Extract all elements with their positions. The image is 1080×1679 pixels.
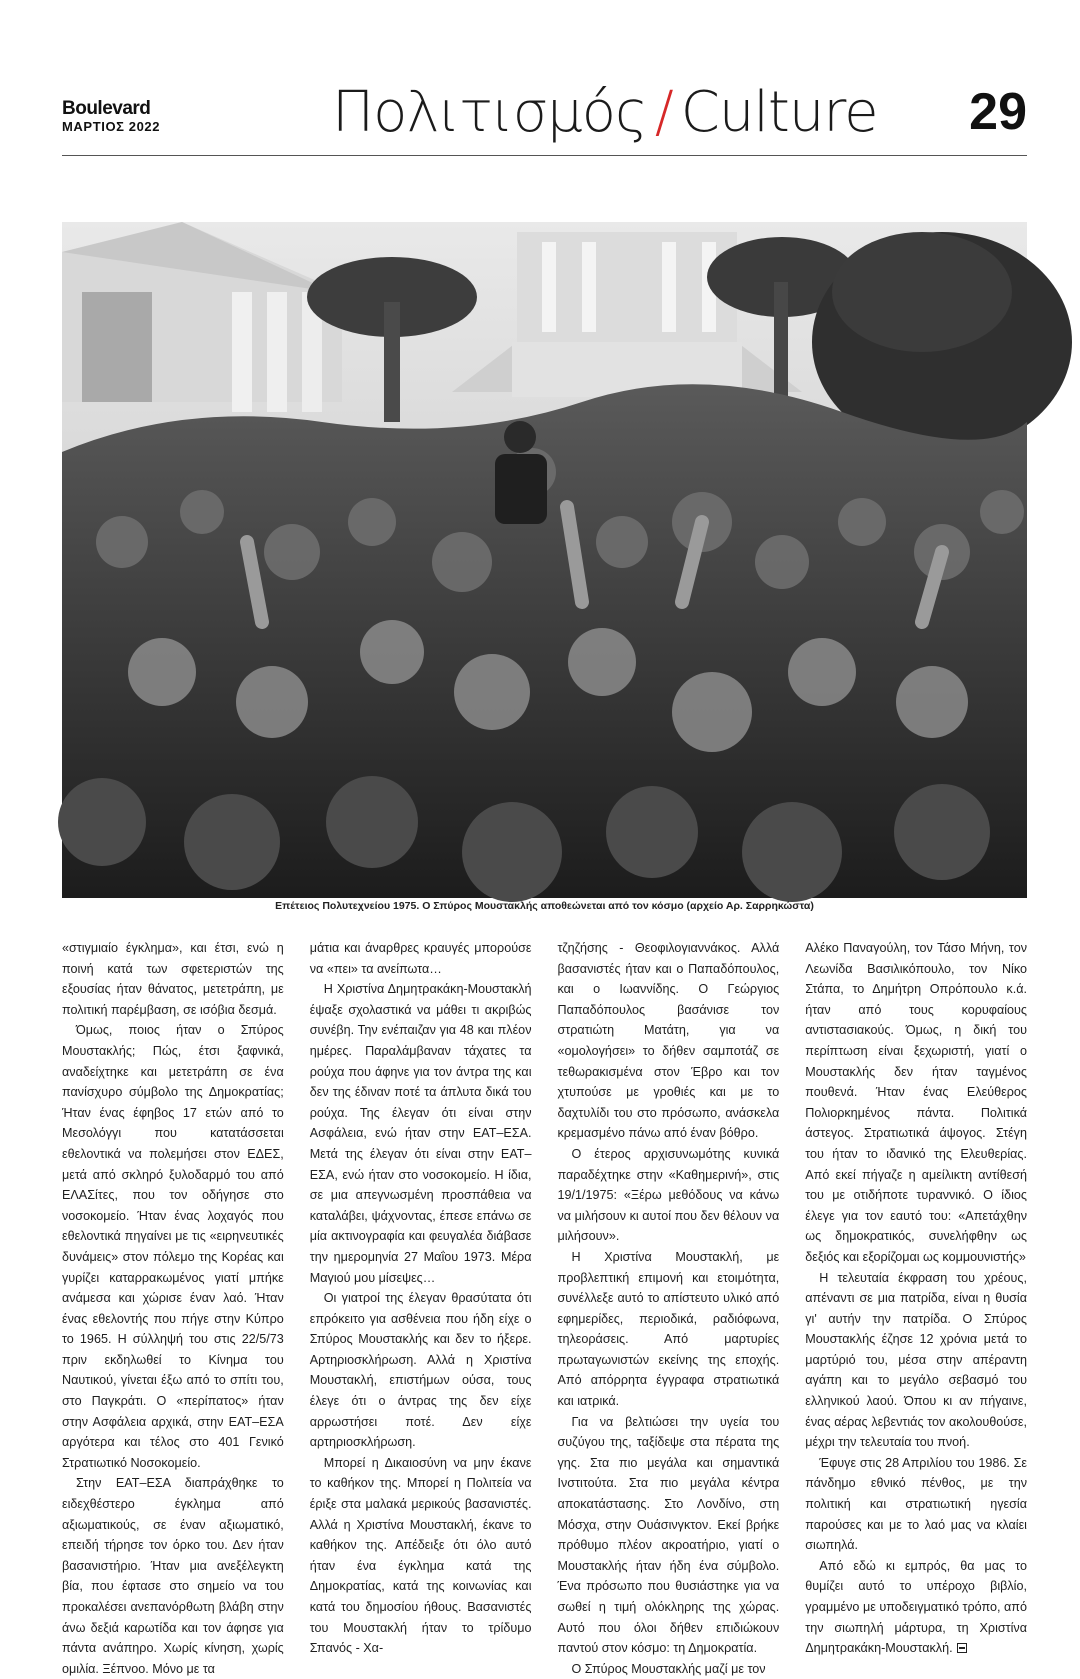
paragraph: Η Χριστίνα Δημητρακάκη-Μουστακλή έψαξε σχολαστικά να μάθει τι ακριβώς συνέβη. Την ενέπαιζαν για 48 και πλέον ημέρες. Παραλάμβαναν τάχατες τα ρούχα που άφηνε για τον άντρα της και δεν της έδιναν ποτέ τα άπλυτα δικά του ρούχα. Της έλεγαν ότι είναι στην Ασφάλεια, ενώ ήταν στην ΕΑΤ–ΕΣΑ. Μετά της έλεγαν ότι είναι στην ΕΑΤ–ΕΣΑ, ενώ ήταν στο νοσοκομείο. Η ίδια, σε μια απεγνωσμένη προσπάθεια να καταλάβει, ψάχνοντας, έπεσε επάνω σε μία ακτινογραφία και φευγαλέα διάβασε την ημερομηνία 27 Μαΐου 1973. Μέρα Μαγιού μου μίσεψες… bbox=[309, 982, 532, 1285]
paragraph: Αλέκο Παναγούλη, τον Τάσο Μήνη, τον Λεωνίδα Βασιλικόπουλο, τον Νίκο Στάπα, το Δημήτρη Οπρόπουλο κ.ά. ήταν από τους κορυφαίους αντιστασιακούς. Όμως, η δική του περίπτωση είναι ξεχωριστή, γιατί ο Μουστακλής δεν ήταν ταγμένος πουθενά. Ήταν ένας Ελεύθερος Πολιορκημένος πάντα. Πολιτικά άστεγος. Στρατιωτικά άψογος. Στέγη του ήταν το ιδανικό της Ελευθερίας. Από εκεί πήγαζε η αμείλικτη αντίθεσή του με οτιδήποτε τυραννικό. Ο ίδιος έλεγε για τον εαυτό του: «Απετάχθην ως δημοκρατικός, συνελήφθην ως δεξιός και εξορίζομαι ως κομμουνιστής» bbox=[805, 941, 1027, 1264]
article-column-1 bbox=[62, 938, 284, 1676]
paragraph: Για να βελτιώσει την υγεία του συζύγου της, ταξίδεψε στα πέρατα της γης. Στα πιο μεγάλα και σημαντικά Ινστιτούτα. Στα πιο μεγάλα κέντρα αποκατάστασης. Στο Λονδίνο, στη Μόσχα, στην Ουάσινγκτον. Εκεί βρήκε πρόθυμο πλέον ακροατήριο, γιατί ο Μουστακλής ήταν ήδη ένα σύμβολο. Ένα πρόσωπο που θυσιάστηκε για να σωθεί η τιμή ολόκληρης της χώρας. Αυτό που όλοι δήθεν επιδιώκουν παντού στον κόσμο: τη Δημοκρατία. bbox=[557, 1414, 780, 1656]
section-title-greek: Πολιτισμός bbox=[332, 80, 647, 145]
section-title-english: Culture bbox=[680, 80, 878, 145]
paragraph: Στην ΕΑΤ–ΕΣΑ διαπράχθηκε το ειδεχθέστερο έγκλημα από αξιωματικούς, σε έναν αξιωματικό, επειδή τήρησε τον όρκο του. Δεν ήταν βασανιστήριο. Ήταν μια ανεξέλεγκτη βία, που έφτασε στο σημείο να του προκαλέσει ανεπανόρθωτη βλάβη στην άνω δεξιά καρωτίδα και τον άφησε για πάντα ανάπηρο. Χωρίς κίνηση, χωρίς ομιλία. Ξέπνοο. Μόνο με τα bbox=[62, 1476, 284, 1676]
header-rule bbox=[62, 155, 1027, 156]
paragraph: Έφυγε στις 28 Απριλίου του 1986. Σε πάνδημο εθνικό πένθος, με την πολιτική και στρατιωτική ηγεσία παρούσες και με το λαό μας να κλαίει σιωπηλά. bbox=[805, 1455, 1027, 1553]
section-title bbox=[332, 80, 878, 145]
paragraph: Ο έτερος αρχισυνωμότης κυνικά παραδέχτηκε στην «Καθημερινή», στις 19/1/1975: «Ξέρω μεθόδους να κάνω να μιλήσουν κι αυτοί που δεν θέλουν να μιλήσουν». bbox=[557, 1146, 780, 1244]
masthead bbox=[62, 78, 1027, 156]
paragraph: Όμως, ποιος ήταν ο Σπύρος Μουστακλής; Πώς, έτσι ξαφνικά, αναδείχτηκε και μετετράπη σε ένα πανίσχυρο σύμβολο της Δημοκρατίας; Ήταν ένας έφηβος 17 ετών από το Μεσολόγγι που κατατάσσεται εθελοντικά να πολεμήσει στον ΕΔΕΣ, μετά από σκληρό ξυλοδαρμό του από ΕΛΑΣίτες, που τον οδήγησε στο νοσοκομείο. Ήταν ένας λοχαγός που εθελοντικά πηγαίνει με τις «ειρηνευτικές δυνάμεις» στον πόλεμο της Κορέας και γυρίζει καταρρακωμένος γιατί μπήκε ανάμεσα και χώρισε έναν λαό. Ήταν ένας εθελοντής που πήγε στην Κύπρο το 1965. Η σύλληψή του στις 22/5/73 πριν εκδηλωθεί το Κίνημα του Ναυτικού, γίνεται έξω από το σπίτι του, στο Παγκράτι. Ο «περίπατος» ήταν στην Ασφάλεια αρχικά, στην ΕΑΤ–ΕΣΑ αργότερα και τέλος στο 401 Γενικό Στρατιωτικό Νοσοκομείο. bbox=[62, 1023, 284, 1470]
paragraph-final-text: Από εδώ κι εμπρός, θα μας το θυμίζει αυτό το υπέροχο βιβλίο, γραμμένο με υποδειγματικό τρόπο, από την σιωπηλή μάρτυρα, τη Χριστίνα Δημητρακάκη-Μουστακλή. bbox=[805, 1558, 1027, 1656]
end-of-article-icon bbox=[957, 1643, 967, 1653]
section-separator: / bbox=[654, 80, 673, 145]
paragraph: «στιγμιαίο έγκλημα», και έτσι, ενώ η ποινή κατά των σφετεριστών της εξουσίας ήταν θάνατος, μετετράπη, με πολιτική παρέμβαση, σε ισόβια δεσμά. bbox=[62, 941, 284, 1017]
page-number: 29 bbox=[969, 83, 1027, 141]
paragraph: Η τελευταία έκφραση του χρέους, απέναντι σε μια πατρίδα, είναι η θυσία γι' αυτήν την πατρίδα. Ο Σπύρος Μουστακλής έζησε 12 χρόνια μετά το μαρτύριό του, μέσα στην απέραντη αγάπη και το μεγάλο σεβασμό του ελληνικού λαού. Όπου κι αν πήγαινε, ένας αέρας λεβεντιάς τον ακολουθούσε, μέχρι την τελευταία του πνοή. bbox=[805, 1270, 1027, 1450]
paragraph-final bbox=[805, 1556, 1027, 1659]
article-column-4 bbox=[805, 938, 1027, 1656]
photo-caption: Επέτειος Πολυτεχνείου 1975. Ο Σπύρος Μουστακλής αποθεώνεται από τον κόσμο (αρχείο Αρ. Σαρρηκώστα) bbox=[275, 900, 814, 912]
article-body bbox=[62, 938, 1027, 1676]
paragraph: Η Χριστίνα Μουστακλή, με προβλεπτική επιμονή και ετοιμότητα, συνέλλεξε αυτό το απίστευτο υλικό από εφημερίδες, περιοδικά, ραδιόφωνα, τηλεοράσεις. Από μαρτυρίες πρωταγωνιστών εκείνης της εποχής. Από απόρρητα έγγραφα στρατιωτικά και ιατρικά. bbox=[557, 1249, 780, 1409]
photo-crowd-illustration bbox=[62, 222, 1027, 898]
article-column-2 bbox=[309, 938, 532, 1656]
paragraph: Ο Σπύρος Μουστακλής μαζί με τον bbox=[571, 1661, 766, 1676]
paragraph: Μπορεί η Δικαιοσύνη να μην έκανε το καθήκον της. Μπορεί η Πολιτεία να έριξε στα μαλακά μερικούς βασανιστές. Αλλά η Χριστίνα Μουστακλή, έκανε το καθήκον της. Απέδειξε ότι όλο αυτό ήταν ένα έγκλημα κατά της Δημοκρατίας, κατά της κοινωνίας και κατά του δημοσίου ήθους. Βασανιστές του Μουστακλή ήταν το τρίδυμο Σπανός - Χα- bbox=[309, 1455, 532, 1656]
issue-date: ΜΑΡΤΙΟΣ 2022 bbox=[62, 119, 161, 134]
paragraph: Οι γιατροί της έλεγαν θρασύτατα ότι επρόκειτο για ασθένεια που ήδη είχε ο Σπύρος Μουστακλής και δεν το ήξερε. Αρτηριοσκλήρωση. Αλλά η Χριστίνα Μουστακλή, επιστήμων ούσα, τους έλεγε ότι ο άντρας της δεν είχε αρρωστήσει ποτέ. Δεν είχε αρτηριοσκλήρωση. bbox=[309, 1291, 532, 1450]
paragraph: μάτια και άναρθρες κραυγές μπορούσε να «πει» τα ανείπωτα… bbox=[309, 941, 532, 976]
article-column-3 bbox=[557, 938, 780, 1676]
brand-logo: Boulevard bbox=[62, 98, 151, 119]
article-photo bbox=[62, 222, 1027, 898]
paragraph: τζηζήσης - Θεοφιλογιαννάκος. Αλλά βασανιστές ήταν και ο Παπαδόπουλος, και ο Ιωαννίδης. Ο Γεώργιος Παπαδόπουλος βασάνισε τον στρατιώτη Ματάτη, για να «ομολογήσει» το δήθεν σαμποτάζ σε τεθωρακισμένα στον Έβρο και τον χτυπούσε με γροθιές και με το δαχτυλίδι του στο πρόσωπο, ανάσκελα κρεμασμένο πάνω από έναν βόθρο. bbox=[557, 941, 780, 1141]
